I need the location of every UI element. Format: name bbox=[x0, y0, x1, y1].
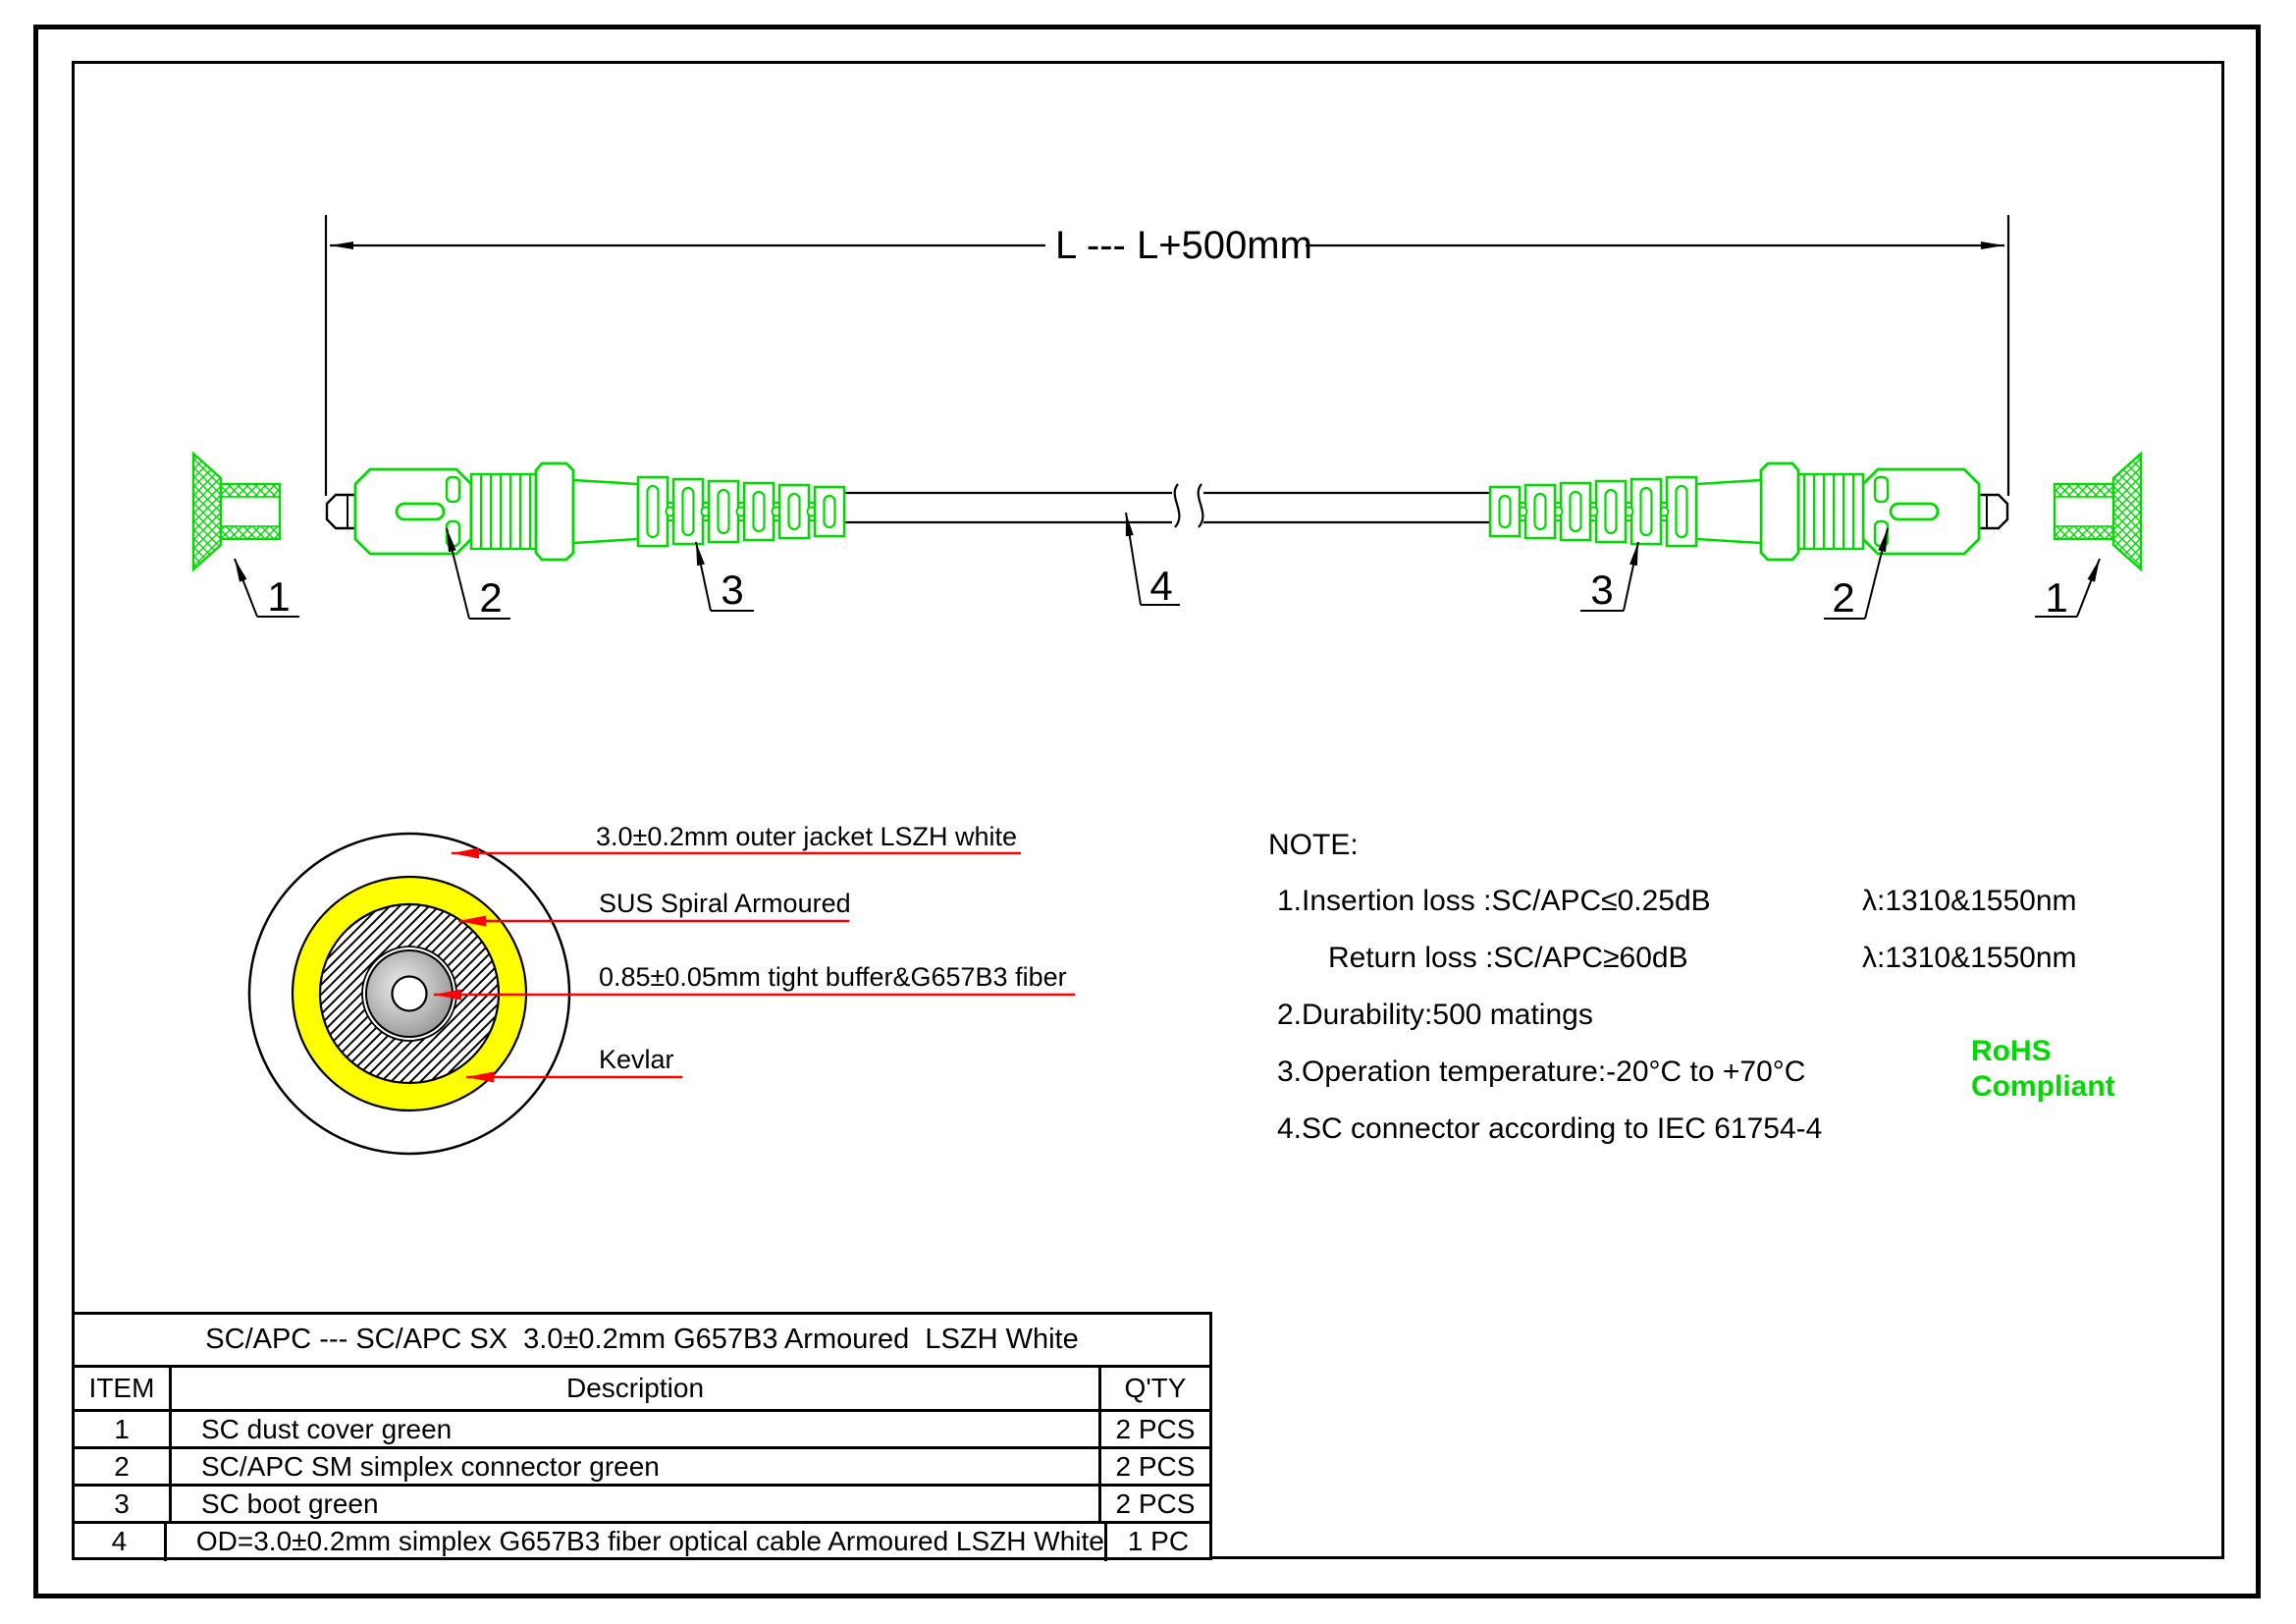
bom-item-description: SC boot green bbox=[172, 1487, 1101, 1521]
callout-2-left: 2 bbox=[479, 574, 503, 621]
bom-item-description: SC/APC SM simplex connector green bbox=[172, 1449, 1101, 1484]
label-armour: SUS Spiral Armoured bbox=[599, 889, 851, 918]
connector-assembly-left bbox=[193, 454, 844, 569]
bom-header-item: ITEM bbox=[75, 1368, 172, 1409]
bom-item-number: 3 bbox=[75, 1487, 172, 1521]
callout-4-cable: 4 bbox=[1149, 563, 1173, 609]
break-symbol bbox=[1175, 484, 1180, 527]
label-buffer-fiber: 0.85±0.05mm tight buffer&G657B3 fiber bbox=[599, 962, 1067, 992]
bom-item-number: 4 bbox=[75, 1524, 167, 1561]
table-row bbox=[75, 1449, 1209, 1487]
label-outer-jacket: 3.0±0.2mm outer jacket LSZH white bbox=[596, 822, 1017, 851]
bom-item-description: SC dust cover green bbox=[172, 1412, 1101, 1446]
callout-3-left: 3 bbox=[721, 567, 744, 613]
bom-title: SC/APC --- SC/APC SX 3.0±0.2mm G657B3 Armoured LSZH White bbox=[75, 1315, 1209, 1368]
bom-table bbox=[72, 1312, 1212, 1560]
rohs-badge-line2: Compliant bbox=[1971, 1070, 2115, 1103]
rohs-badge-line1: RoHS bbox=[1971, 1035, 2052, 1067]
bom-item-qty: 2 PCS bbox=[1115, 1451, 1196, 1482]
wavelength-1: λ:1310&1550nm bbox=[1862, 885, 2077, 917]
table-row bbox=[75, 1412, 1209, 1449]
fiber-core-circle bbox=[393, 977, 427, 1011]
callout-1-right: 1 bbox=[2045, 574, 2068, 621]
bom-header-row bbox=[75, 1368, 1209, 1412]
callout-2-right: 2 bbox=[1832, 574, 1855, 621]
callout-1-left: 1 bbox=[267, 573, 291, 620]
bom-item-qty: 2 PCS bbox=[1115, 1489, 1196, 1519]
bom-item-number: 2 bbox=[75, 1449, 172, 1484]
bom-item-qty: 2 PCS bbox=[1115, 1414, 1196, 1444]
bom-item-qty: 1 PC bbox=[1127, 1526, 1190, 1556]
note-insertion-loss: 1.Insertion loss :SC/APC≤0.25dB bbox=[1277, 885, 1711, 917]
connector-assembly-right bbox=[1490, 454, 2141, 569]
note-temperature: 3.Operation temperature:-20°C to +70°C bbox=[1277, 1056, 1806, 1088]
note-durability: 2.Durability:500 matings bbox=[1277, 999, 1593, 1031]
dimension-label: L --- L+500mm bbox=[1055, 224, 1312, 267]
callout-3-right: 3 bbox=[1590, 567, 1614, 613]
wavelength-2: λ:1310&1550nm bbox=[1862, 942, 2077, 974]
bom-item-number: 1 bbox=[75, 1412, 172, 1446]
note-return-loss: Return loss :SC/APC≥60dB bbox=[1328, 942, 1688, 974]
note-heading: NOTE: bbox=[1268, 829, 1359, 861]
table-row bbox=[75, 1487, 1209, 1524]
break-symbol bbox=[1199, 484, 1203, 527]
cable-line bbox=[844, 484, 1490, 527]
table-row bbox=[75, 1524, 1209, 1561]
bom-item-description: OD=3.0±0.2mm simplex G657B3 fiber optical cable Armoured LSZH White bbox=[167, 1524, 1107, 1561]
bom-header-description: Description bbox=[172, 1368, 1101, 1409]
label-kevlar: Kevlar bbox=[599, 1045, 674, 1074]
bom-header-qty: Q'TY bbox=[1124, 1373, 1187, 1403]
note-standard: 4.SC connector according to IEC 61754-4 bbox=[1277, 1112, 1823, 1145]
